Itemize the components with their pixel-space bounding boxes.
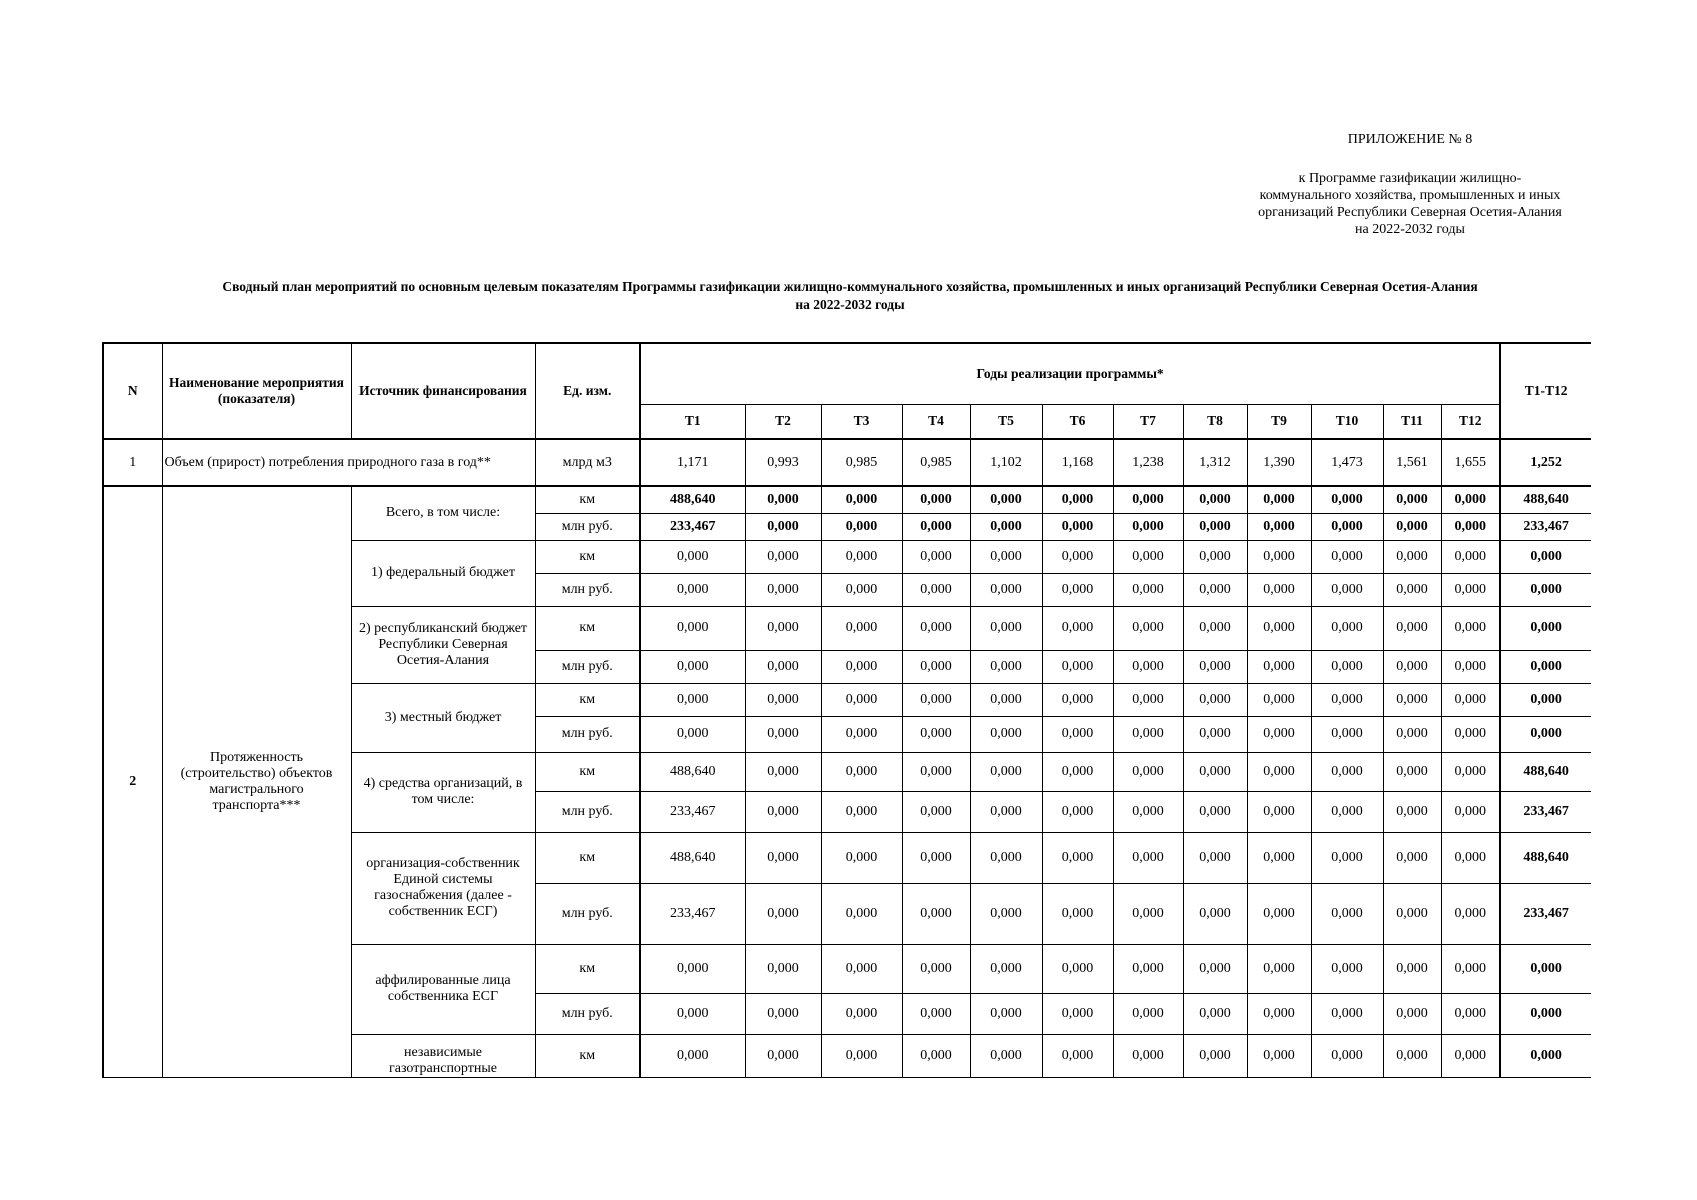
value-cell-t3: 0,000	[821, 791, 902, 832]
value-cell-t4: 0,000	[902, 993, 970, 1034]
row1-value-t3: 0,985	[821, 439, 902, 486]
value-cell-t3: 0,000	[821, 944, 902, 993]
title-line-1: Сводный план мероприятий по основным целевым показателям Программы газификации жилищно-коммунального хозяйства, промышленных и иных организаций Республики Северная Осетия-Алания	[222, 279, 1478, 294]
header-source: Источник финансирования	[351, 343, 535, 439]
value-cell-t11: 0,000	[1383, 650, 1441, 683]
row1-value-t1: 1,171	[640, 439, 745, 486]
value-cell-t12: 0,000	[1441, 752, 1500, 791]
value-cell-t1: 488,640	[640, 752, 745, 791]
value-cell-t6: 0,000	[1042, 486, 1113, 513]
value-cell-t7: 0,000	[1113, 573, 1183, 606]
value-cell-t4: 0,000	[902, 752, 970, 791]
source-cell: организация-собственник Единой системы газоснабжения (далее - собственник ЕСГ)	[351, 832, 535, 944]
value-cell-t4: 0,000	[902, 1034, 970, 1077]
value-cell-t5: 0,000	[970, 944, 1042, 993]
value-cell-t8: 0,000	[1183, 573, 1247, 606]
value-cell-t2: 0,000	[745, 573, 821, 606]
value-cell-t7: 0,000	[1113, 716, 1183, 752]
unit-cell: км	[535, 683, 640, 716]
value-cell-t10: 0,000	[1311, 606, 1383, 650]
unit-cell: км	[535, 1034, 640, 1077]
header-year-1: Т1	[640, 404, 745, 439]
value-cell-t4: 0,000	[902, 716, 970, 752]
header-year-2: Т2	[745, 404, 821, 439]
value-cell-t5: 0,000	[970, 752, 1042, 791]
plan-table	[102, 342, 1591, 1078]
value-cell-t11: 0,000	[1383, 791, 1441, 832]
row1-value-t6: 1,168	[1042, 439, 1113, 486]
value-cell-t8: 0,000	[1183, 540, 1247, 573]
value-cell-t9: 0,000	[1247, 486, 1311, 513]
value-cell-t7: 0,000	[1113, 883, 1183, 944]
table-row	[103, 486, 1591, 513]
value-cell-t5: 0,000	[970, 650, 1042, 683]
value-cell-t12: 0,000	[1441, 513, 1500, 540]
total-cell: 233,467	[1500, 883, 1591, 944]
value-cell-t7: 0,000	[1113, 513, 1183, 540]
value-cell-t6: 0,000	[1042, 791, 1113, 832]
value-cell-t5: 0,000	[970, 791, 1042, 832]
value-cell-t6: 0,000	[1042, 540, 1113, 573]
source-cell: 1) федеральный бюджет	[351, 540, 535, 606]
value-cell-t6: 0,000	[1042, 606, 1113, 650]
header-year-5: Т5	[970, 404, 1042, 439]
value-cell-t4: 0,000	[902, 791, 970, 832]
value-cell-t2: 0,000	[745, 650, 821, 683]
value-cell-t6: 0,000	[1042, 883, 1113, 944]
source-cell: Всего, в том числе:	[351, 486, 535, 540]
value-cell-t4: 0,000	[902, 486, 970, 513]
value-cell-t8: 0,000	[1183, 716, 1247, 752]
value-cell-t2: 0,000	[745, 513, 821, 540]
value-cell-t10: 0,000	[1311, 513, 1383, 540]
value-cell-t1: 233,467	[640, 513, 745, 540]
document-title	[100, 278, 1600, 314]
value-cell-t11: 0,000	[1383, 513, 1441, 540]
value-cell-t2: 0,000	[745, 883, 821, 944]
value-cell-t11: 0,000	[1383, 993, 1441, 1034]
unit-cell: км	[535, 944, 640, 993]
value-cell-t7: 0,000	[1113, 791, 1183, 832]
value-cell-t10: 0,000	[1311, 993, 1383, 1034]
appendix-subtitle	[1230, 170, 1590, 238]
value-cell-t5: 0,000	[970, 513, 1042, 540]
header-year-7: Т7	[1113, 404, 1183, 439]
header-year-4: Т4	[902, 404, 970, 439]
value-cell-t2: 0,000	[745, 540, 821, 573]
unit-cell: млн руб.	[535, 650, 640, 683]
value-cell-t12: 0,000	[1441, 883, 1500, 944]
total-cell: 0,000	[1500, 606, 1591, 650]
header-year-9: Т9	[1247, 404, 1311, 439]
value-cell-t12: 0,000	[1441, 716, 1500, 752]
value-cell-t7: 0,000	[1113, 752, 1183, 791]
value-cell-t3: 0,000	[821, 832, 902, 883]
value-cell-t11: 0,000	[1383, 606, 1441, 650]
unit-cell: км	[535, 752, 640, 791]
value-cell-t8: 0,000	[1183, 513, 1247, 540]
value-cell-t12: 0,000	[1441, 791, 1500, 832]
value-cell-t12: 0,000	[1441, 683, 1500, 716]
value-cell-t12: 0,000	[1441, 993, 1500, 1034]
value-cell-t11: 0,000	[1383, 1034, 1441, 1077]
row1-value-t9: 1,390	[1247, 439, 1311, 486]
value-cell-t9: 0,000	[1247, 716, 1311, 752]
value-cell-t6: 0,000	[1042, 944, 1113, 993]
header-total: Т1-Т12	[1500, 343, 1591, 439]
unit-cell: млн руб.	[535, 883, 640, 944]
value-cell-t12: 0,000	[1441, 486, 1500, 513]
value-cell-t5: 0,000	[970, 832, 1042, 883]
row1-n: 1	[103, 439, 162, 486]
value-cell-t11: 0,000	[1383, 683, 1441, 716]
value-cell-t7: 0,000	[1113, 540, 1183, 573]
value-cell-t8: 0,000	[1183, 650, 1247, 683]
value-cell-t9: 0,000	[1247, 513, 1311, 540]
appendix-block	[1230, 132, 1590, 238]
value-cell-t4: 0,000	[902, 683, 970, 716]
value-cell-t7: 0,000	[1113, 944, 1183, 993]
value-cell-t8: 0,000	[1183, 606, 1247, 650]
unit-cell: км	[535, 832, 640, 883]
value-cell-t12: 0,000	[1441, 606, 1500, 650]
value-cell-t9: 0,000	[1247, 540, 1311, 573]
value-cell-t7: 0,000	[1113, 606, 1183, 650]
value-cell-t6: 0,000	[1042, 716, 1113, 752]
value-cell-t8: 0,000	[1183, 486, 1247, 513]
value-cell-t2: 0,000	[745, 1034, 821, 1077]
value-cell-t9: 0,000	[1247, 944, 1311, 993]
value-cell-t1: 0,000	[640, 683, 745, 716]
value-cell-t12: 0,000	[1441, 573, 1500, 606]
source-cell: 4) средства организаций, в том числе:	[351, 752, 535, 832]
value-cell-t5: 0,000	[970, 486, 1042, 513]
header-year-10: Т10	[1311, 404, 1383, 439]
value-cell-t1: 0,000	[640, 606, 745, 650]
value-cell-t7: 0,000	[1113, 993, 1183, 1034]
header-unit: Ед. изм.	[535, 343, 640, 439]
header-year-11: Т11	[1383, 404, 1441, 439]
value-cell-t10: 0,000	[1311, 683, 1383, 716]
appendix-line: организаций Республики Северная Осетия-Алания	[1258, 205, 1562, 220]
value-cell-t10: 0,000	[1311, 832, 1383, 883]
row1-name: Объем (прирост) потребления природного газа в год**	[162, 439, 535, 486]
value-cell-t1: 0,000	[640, 540, 745, 573]
value-cell-t5: 0,000	[970, 540, 1042, 573]
value-cell-t6: 0,000	[1042, 1034, 1113, 1077]
appendix-label: ПРИЛОЖЕНИЕ № 8	[1347, 132, 1473, 147]
value-cell-t12: 0,000	[1441, 832, 1500, 883]
value-cell-t6: 0,000	[1042, 573, 1113, 606]
value-cell-t5: 0,000	[970, 573, 1042, 606]
row1-value-t11: 1,561	[1383, 439, 1441, 486]
value-cell-t6: 0,000	[1042, 752, 1113, 791]
header-year-8: Т8	[1183, 404, 1247, 439]
value-cell-t9: 0,000	[1247, 791, 1311, 832]
value-cell-t3: 0,000	[821, 573, 902, 606]
value-cell-t9: 0,000	[1247, 993, 1311, 1034]
value-cell-t8: 0,000	[1183, 993, 1247, 1034]
value-cell-t2: 0,000	[745, 716, 821, 752]
value-cell-t6: 0,000	[1042, 993, 1113, 1034]
row1-value-t10: 1,473	[1311, 439, 1383, 486]
value-cell-t3: 0,000	[821, 1034, 902, 1077]
unit-cell: млн руб.	[535, 791, 640, 832]
value-cell-t2: 0,000	[745, 683, 821, 716]
row1-value-t8: 1,312	[1183, 439, 1247, 486]
value-cell-t5: 0,000	[970, 716, 1042, 752]
source-cell: 2) республиканский бюджет Республики Северная Осетия-Алания	[351, 606, 535, 683]
row1-value-t7: 1,238	[1113, 439, 1183, 486]
value-cell-t2: 0,000	[745, 791, 821, 832]
value-cell-t3: 0,000	[821, 513, 902, 540]
value-cell-t2: 0,000	[745, 832, 821, 883]
value-cell-t10: 0,000	[1311, 1034, 1383, 1077]
value-cell-t3: 0,000	[821, 486, 902, 513]
value-cell-t12: 0,000	[1441, 944, 1500, 993]
value-cell-t9: 0,000	[1247, 1034, 1311, 1077]
row1-value-t4: 0,985	[902, 439, 970, 486]
header-name: Наименование мероприятия (показателя)	[162, 343, 351, 439]
total-cell: 488,640	[1500, 832, 1591, 883]
header-year-6: Т6	[1042, 404, 1113, 439]
value-cell-t4: 0,000	[902, 573, 970, 606]
value-cell-t5: 0,000	[970, 683, 1042, 716]
row2-n: 2	[103, 486, 162, 1077]
unit-cell: км	[535, 606, 640, 650]
value-cell-t4: 0,000	[902, 883, 970, 944]
header-year-12: Т12	[1441, 404, 1500, 439]
total-cell: 0,000	[1500, 944, 1591, 993]
value-cell-t4: 0,000	[902, 513, 970, 540]
unit-cell: км	[535, 540, 640, 573]
value-cell-t4: 0,000	[902, 944, 970, 993]
appendix-line: коммунального хозяйства, промышленных и иных	[1259, 188, 1561, 203]
value-cell-t1: 0,000	[640, 573, 745, 606]
value-cell-t12: 0,000	[1441, 540, 1500, 573]
value-cell-t10: 0,000	[1311, 573, 1383, 606]
value-cell-t3: 0,000	[821, 540, 902, 573]
value-cell-t6: 0,000	[1042, 683, 1113, 716]
table-body	[103, 439, 1591, 1077]
total-cell: 0,000	[1500, 993, 1591, 1034]
value-cell-t2: 0,000	[745, 606, 821, 650]
value-cell-t1: 488,640	[640, 486, 745, 513]
value-cell-t6: 0,000	[1042, 650, 1113, 683]
value-cell-t4: 0,000	[902, 540, 970, 573]
value-cell-t5: 0,000	[970, 1034, 1042, 1077]
value-cell-t1: 233,467	[640, 883, 745, 944]
value-cell-t9: 0,000	[1247, 650, 1311, 683]
value-cell-t7: 0,000	[1113, 832, 1183, 883]
value-cell-t9: 0,000	[1247, 683, 1311, 716]
row1-total: 1,252	[1500, 439, 1591, 486]
value-cell-t3: 0,000	[821, 650, 902, 683]
value-cell-t4: 0,000	[902, 650, 970, 683]
unit-cell: км	[535, 486, 640, 513]
total-cell: 488,640	[1500, 486, 1591, 513]
value-cell-t3: 0,000	[821, 606, 902, 650]
value-cell-t1: 0,000	[640, 1034, 745, 1077]
value-cell-t4: 0,000	[902, 606, 970, 650]
value-cell-t10: 0,000	[1311, 540, 1383, 573]
value-cell-t10: 0,000	[1311, 944, 1383, 993]
value-cell-t8: 0,000	[1183, 1034, 1247, 1077]
value-cell-t11: 0,000	[1383, 832, 1441, 883]
value-cell-t8: 0,000	[1183, 791, 1247, 832]
value-cell-t4: 0,000	[902, 832, 970, 883]
value-cell-t11: 0,000	[1383, 716, 1441, 752]
value-cell-t9: 0,000	[1247, 883, 1311, 944]
total-cell: 0,000	[1500, 573, 1591, 606]
value-cell-t9: 0,000	[1247, 832, 1311, 883]
value-cell-t6: 0,000	[1042, 513, 1113, 540]
value-cell-t8: 0,000	[1183, 832, 1247, 883]
value-cell-t11: 0,000	[1383, 944, 1441, 993]
appendix-line: к Программе газификации жилищно-	[1298, 171, 1522, 186]
unit-cell: млн руб.	[535, 513, 640, 540]
value-cell-t2: 0,000	[745, 486, 821, 513]
value-cell-t3: 0,000	[821, 883, 902, 944]
source-cell: 3) местный бюджет	[351, 683, 535, 752]
value-cell-t8: 0,000	[1183, 883, 1247, 944]
value-cell-t12: 0,000	[1441, 1034, 1500, 1077]
source-cell: аффилированные лица собственника ЕСГ	[351, 944, 535, 1034]
title-line-2: на 2022-2032 годы	[795, 297, 905, 312]
value-cell-t3: 0,000	[821, 752, 902, 791]
row1-value-t12: 1,655	[1441, 439, 1500, 486]
value-cell-t12: 0,000	[1441, 650, 1500, 683]
value-cell-t1: 488,640	[640, 832, 745, 883]
header-n: N	[103, 343, 162, 439]
total-cell: 0,000	[1500, 540, 1591, 573]
value-cell-t11: 0,000	[1383, 540, 1441, 573]
value-cell-t2: 0,000	[745, 944, 821, 993]
table-row	[103, 439, 1591, 486]
value-cell-t7: 0,000	[1113, 683, 1183, 716]
unit-cell: млн руб.	[535, 993, 640, 1034]
value-cell-t7: 0,000	[1113, 650, 1183, 683]
value-cell-t5: 0,000	[970, 883, 1042, 944]
value-cell-t11: 0,000	[1383, 573, 1441, 606]
value-cell-t3: 0,000	[821, 716, 902, 752]
value-cell-t5: 0,000	[970, 606, 1042, 650]
value-cell-t10: 0,000	[1311, 752, 1383, 791]
value-cell-t8: 0,000	[1183, 944, 1247, 993]
value-cell-t11: 0,000	[1383, 752, 1441, 791]
value-cell-t7: 0,000	[1113, 1034, 1183, 1077]
value-cell-t10: 0,000	[1311, 650, 1383, 683]
value-cell-t10: 0,000	[1311, 791, 1383, 832]
total-cell: 233,467	[1500, 791, 1591, 832]
value-cell-t5: 0,000	[970, 993, 1042, 1034]
value-cell-t8: 0,000	[1183, 683, 1247, 716]
value-cell-t3: 0,000	[821, 993, 902, 1034]
value-cell-t11: 0,000	[1383, 486, 1441, 513]
value-cell-t10: 0,000	[1311, 486, 1383, 513]
value-cell-t6: 0,000	[1042, 832, 1113, 883]
value-cell-t9: 0,000	[1247, 752, 1311, 791]
value-cell-t1: 0,000	[640, 944, 745, 993]
total-cell: 0,000	[1500, 683, 1591, 716]
header-year-3: Т3	[821, 404, 902, 439]
value-cell-t2: 0,000	[745, 752, 821, 791]
value-cell-t1: 233,467	[640, 791, 745, 832]
value-cell-t11: 0,000	[1383, 883, 1441, 944]
total-cell: 0,000	[1500, 1034, 1591, 1077]
value-cell-t3: 0,000	[821, 683, 902, 716]
value-cell-t10: 0,000	[1311, 716, 1383, 752]
total-cell: 0,000	[1500, 650, 1591, 683]
row1-value-t2: 0,993	[745, 439, 821, 486]
value-cell-t2: 0,000	[745, 993, 821, 1034]
total-cell: 233,467	[1500, 513, 1591, 540]
source-cell: независимые газотранспортные	[351, 1034, 535, 1077]
unit-cell: млн руб.	[535, 716, 640, 752]
value-cell-t8: 0,000	[1183, 752, 1247, 791]
row2-name: Протяженность (строительство) объектов магистрального транспорта***	[162, 486, 351, 1077]
value-cell-t9: 0,000	[1247, 573, 1311, 606]
table-viewport	[102, 342, 1591, 1128]
value-cell-t7: 0,000	[1113, 486, 1183, 513]
total-cell: 0,000	[1500, 716, 1591, 752]
header-years-group: Годы реализации программы*	[640, 343, 1500, 404]
row1-value-t5: 1,102	[970, 439, 1042, 486]
unit-cell: млн руб.	[535, 573, 640, 606]
value-cell-t9: 0,000	[1247, 606, 1311, 650]
total-cell: 488,640	[1500, 752, 1591, 791]
value-cell-t10: 0,000	[1311, 883, 1383, 944]
row1-unit: млрд м3	[535, 439, 640, 486]
appendix-line: на 2022-2032 годы	[1355, 222, 1465, 237]
value-cell-t1: 0,000	[640, 650, 745, 683]
value-cell-t1: 0,000	[640, 716, 745, 752]
value-cell-t1: 0,000	[640, 993, 745, 1034]
